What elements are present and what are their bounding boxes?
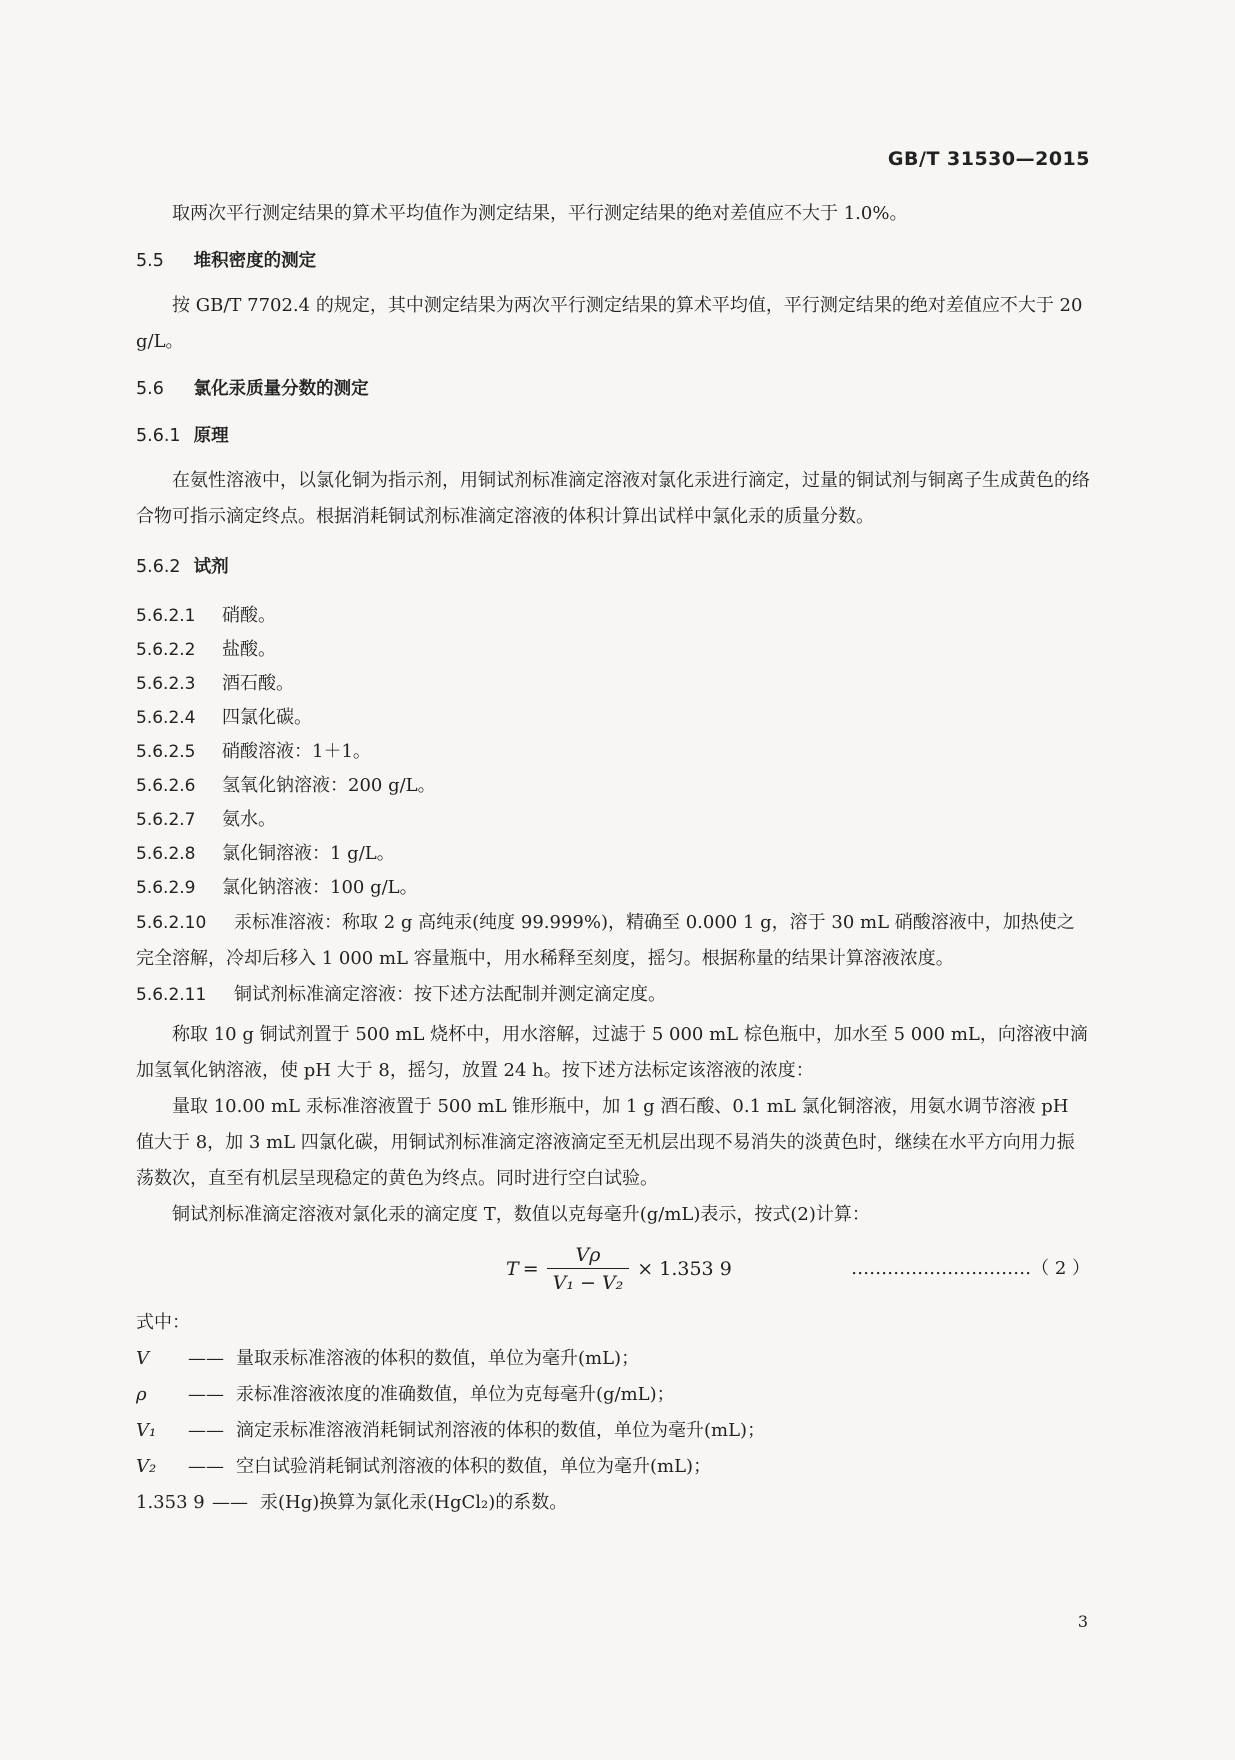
paragraph-titer: 铜试剂标准滴定溶液对氯化汞的滴定度 T，数值以克每毫升(g/mL)表示，按式(2)计算：: [172, 1204, 870, 1225]
item-number: 5.6.2.4: [136, 708, 196, 728]
definition-symbol: V₂: [136, 1456, 157, 1477]
definition-list: [136, 1341, 1090, 1521]
formula-lhs: T: [506, 1258, 519, 1280]
definition-symbol: 1.353 9: [136, 1492, 205, 1513]
list-item: [136, 735, 1090, 769]
page-number: 3: [1077, 1612, 1088, 1631]
section-number: 5.5: [136, 251, 164, 271]
section-heading-5-6: [136, 371, 1090, 407]
list-item: [136, 803, 1090, 837]
definition-symbol: V₁: [136, 1420, 157, 1441]
definition-symbol: V: [136, 1348, 149, 1369]
definition-dash: ——: [188, 1456, 224, 1477]
paragraph-preparation: 称取 10 g 铜试剂置于 500 mL 烧杯中，用水溶解，过滤于 5 000 mL 棕色瓶中，加水至 5 000 mL，向溶液中滴加氢氧化钠溶液，使 pH 大于 8，摇匀，放置 24 h。按下述方法标定该溶液的浓度：: [136, 1024, 1088, 1081]
definition-dash: ——: [188, 1420, 224, 1441]
paragraph-bulk-density: 按 GB/T 7702.4 的规定，其中测定结果为两次平行测定结果的算术平均值，平行测定结果的绝对差值应不大于 20 g/L。: [136, 295, 1083, 352]
definition-item: [136, 1449, 1090, 1485]
item-number: 5.6.2.1: [136, 606, 196, 626]
item-number: 5.6.2.5: [136, 742, 196, 762]
item-text: 氢氧化钠溶液：200 g/L。: [222, 775, 436, 796]
formula-numerator: Vρ: [575, 1243, 601, 1266]
list-item: [136, 667, 1090, 701]
definition-item: [136, 1377, 1090, 1413]
list-item: [136, 769, 1090, 803]
list-item: [136, 837, 1090, 871]
item-text: 铜试剂标准滴定溶液：按下述方法配制并测定滴定度。: [234, 984, 666, 1005]
definition-text: 空白试验消耗铜试剂溶液的体积的数值，单位为毫升(mL)；: [236, 1456, 712, 1477]
reagent-mercury-standard: [136, 905, 1090, 977]
section-heading-5-5: [136, 243, 1090, 279]
formula-denominator: V₁ − V₂: [547, 1268, 630, 1297]
section-number: 5.6: [136, 379, 164, 399]
item-text: 盐酸。: [222, 639, 276, 660]
list-item: [136, 871, 1090, 905]
section-title: 试剂: [193, 557, 229, 577]
definition-text: 滴定汞标准溶液消耗铜试剂溶液的体积的数值，单位为毫升(mL)；: [236, 1420, 766, 1441]
paragraph-result-average: 取两次平行测定结果的算术平均值作为测定结果，平行测定结果的绝对差值应不大于 1.0%。: [172, 203, 908, 224]
section-heading-5-6-1: [136, 418, 1090, 454]
item-text: 硝酸。: [222, 605, 276, 626]
section-number: 5.6.2: [136, 557, 181, 577]
definition-dash: ——: [188, 1384, 224, 1405]
item-number: 5.6.2.6: [136, 776, 196, 796]
definition-dash: ——: [212, 1492, 248, 1513]
item-text: 硝酸溶液：1＋1。: [222, 741, 371, 762]
formula-coefficient: × 1.353 9: [637, 1258, 732, 1280]
section-title: 氯化汞质量分数的测定: [193, 379, 369, 399]
item-number: 5.6.2.8: [136, 844, 196, 864]
item-text: 汞标准溶液：称取 2 g 高纯汞(纯度 99.999%)，精确至 0.000 1 g，溶于 30 mL 硝酸溶液中，加热使之完全溶解，冷却后移入 1 000 mL 容量瓶中，用水稀释至刻度，摇匀。根据称量的结果计算溶液浓度。: [136, 912, 1075, 969]
formula-reference: …………………………（ 2 ）: [851, 1258, 1090, 1279]
item-text: 四氯化碳。: [222, 707, 312, 728]
paragraph-calibration: 量取 10.00 mL 汞标准溶液置于 500 mL 锥形瓶中，加 1 g 酒石酸、0.1 mL 氯化铜溶液，用氨水调节溶液 pH 值大于 8，加 3 mL 四氯化碳，用铜试剂标准滴定溶液滴定至无机层出现不易消失的淡黄色时，继续在水平方向用力振荡数次，直至有机层呈现稳定的黄色为终点。同时进行空白试验。: [136, 1096, 1075, 1189]
document-body: [136, 196, 1090, 1521]
item-text: 酒石酸。: [222, 673, 294, 694]
section-title: 原理: [193, 426, 229, 446]
formula-fraction: [547, 1242, 630, 1297]
section-number: 5.6.1: [136, 426, 181, 446]
item-number: 5.6.2.2: [136, 640, 196, 660]
definition-text: 汞标准溶液浓度的准确数值，单位为克每毫升(g/mL)；: [236, 1384, 675, 1405]
paragraph-principle: 在氨性溶液中，以氯化铜为指示剂，用铜试剂标准滴定溶液对氯化汞进行滴定，过量的铜试剂与铜离子生成黄色的络合物可指示滴定终点。根据消耗铜试剂标准滴定溶液的体积计算出试样中氯化汞的质量分数。: [136, 470, 1090, 527]
item-text: 氯化铜溶液：1 g/L。: [222, 843, 395, 864]
where-label: 式中：: [136, 1312, 190, 1333]
item-number: 5.6.2.3: [136, 674, 196, 694]
item-number: 5.6.2.10: [136, 913, 207, 933]
list-item: [136, 633, 1090, 667]
definition-item: [136, 1485, 1090, 1521]
reagent-list: [136, 599, 1090, 905]
definition-text: 汞(Hg)换算为氯化汞(HgCl₂)的系数。: [260, 1492, 568, 1513]
list-item: [136, 701, 1090, 735]
section-title: 堆积密度的测定: [193, 251, 317, 271]
item-number: 5.6.2.9: [136, 878, 196, 898]
formula-2: [136, 1237, 1090, 1301]
list-item: [136, 599, 1090, 633]
formula-equals: =: [522, 1258, 539, 1280]
item-text: 氯化钠溶液：100 g/L。: [222, 877, 418, 898]
definition-item: [136, 1413, 1090, 1449]
definition-text: 量取汞标准溶液的体积的数值，单位为毫升(mL)；: [236, 1348, 640, 1369]
item-text: 氨水。: [222, 809, 276, 830]
formula-expression: [506, 1237, 732, 1301]
standard-number: GB/T 31530—2015: [887, 148, 1090, 170]
definition-symbol: ρ: [136, 1384, 147, 1405]
definition-dash: ——: [188, 1348, 224, 1369]
section-heading-5-6-2: [136, 549, 1090, 585]
item-number: 5.6.2.7: [136, 810, 196, 830]
reagent-copper-titrant: [136, 977, 1090, 1013]
item-number: 5.6.2.11: [136, 985, 207, 1005]
definition-item: [136, 1341, 1090, 1377]
